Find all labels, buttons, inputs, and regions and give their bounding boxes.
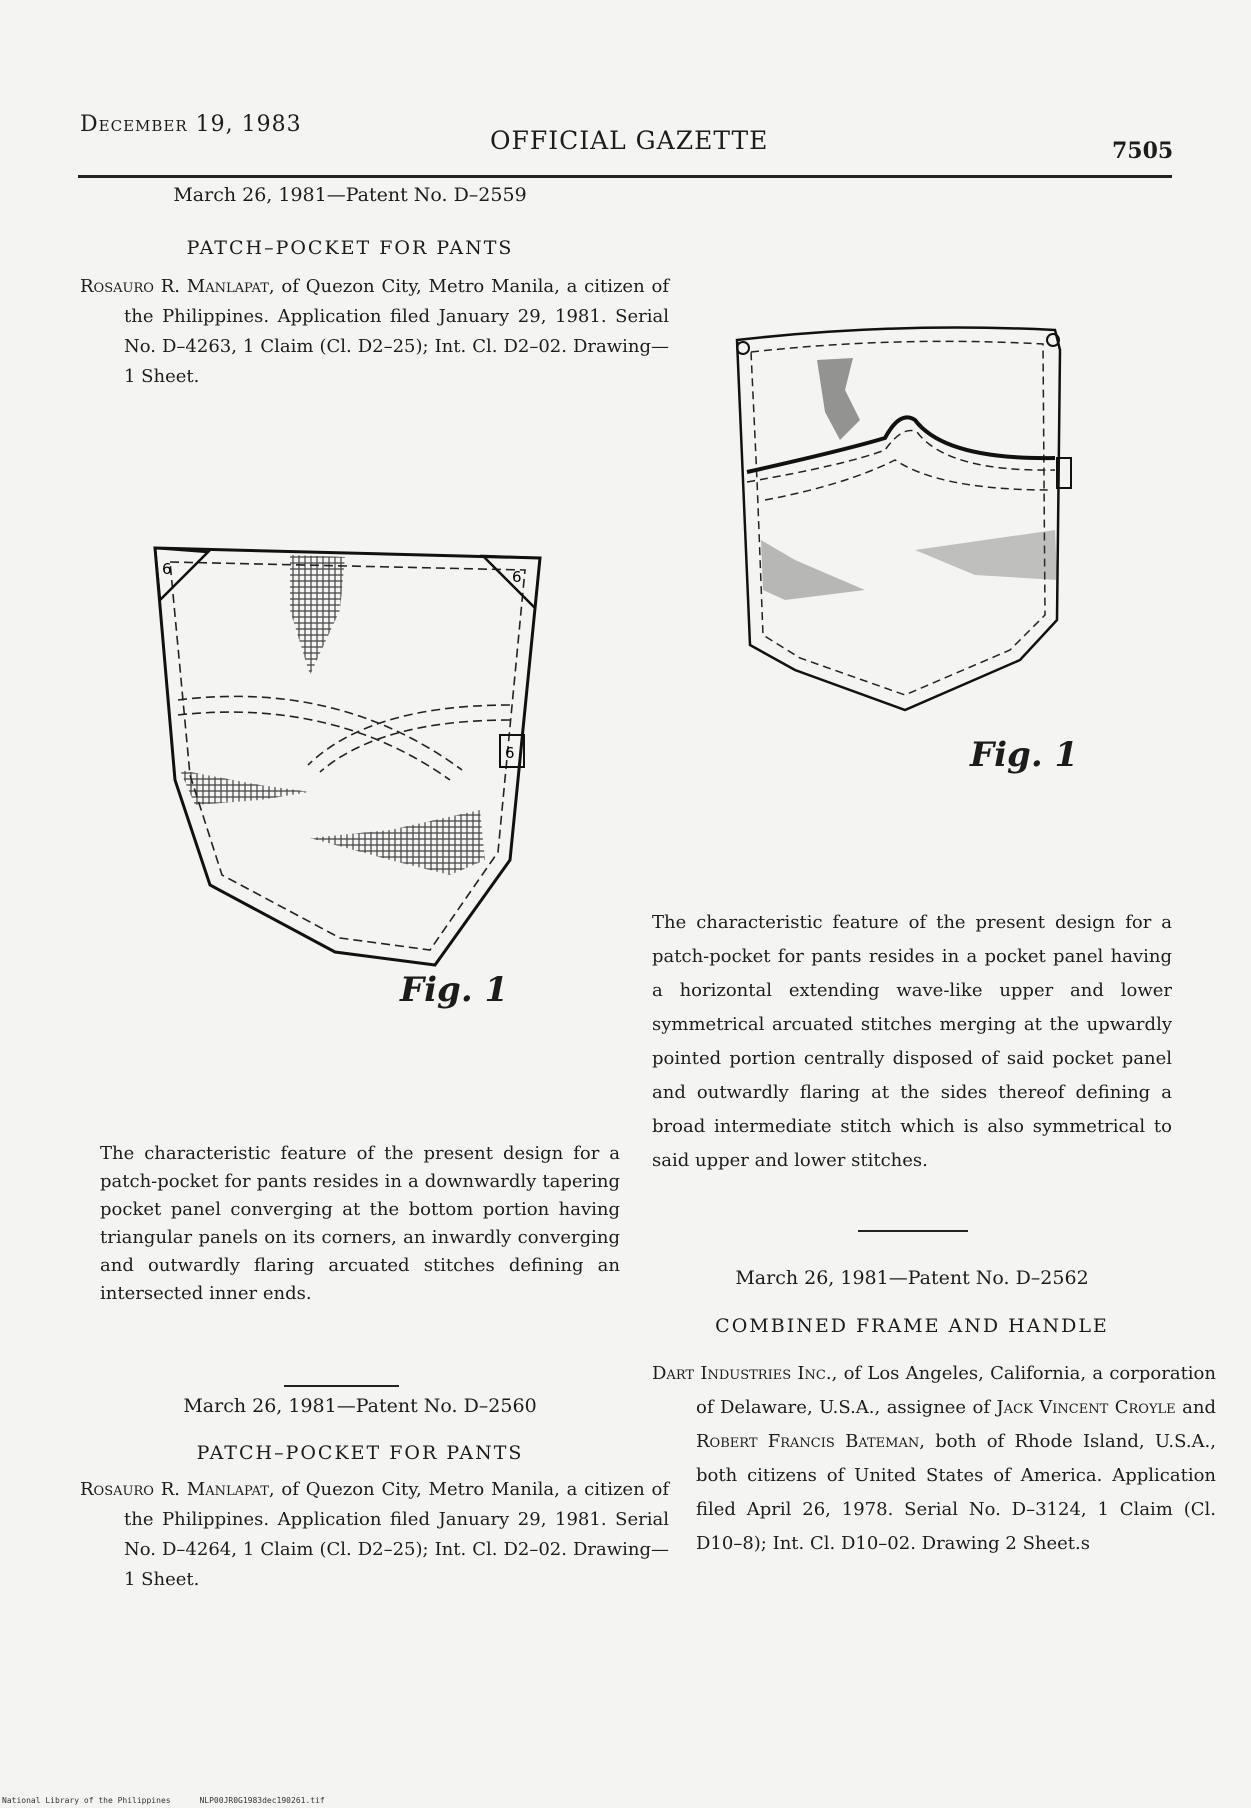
header-title: OFFICIAL GAZETTE — [490, 126, 769, 155]
patent-2-description: The characteristic feature of the present design for a patch-pocket for pants resides in a pocket panel having a horizontal extending wave-like upper and lower symmetrical arcuated stitches merging at the upwardly pointed portion centrally disposed of said pocket panel and outwardly flaring at the sides thereof defining a broad intermediate stitch which is also symmetrical to said upper and lower stitches. — [652, 912, 1172, 1171]
figure-1-pocket-drawing — [140, 530, 560, 1010]
patent-3-assignee: Dart Industries Inc. — [652, 1363, 832, 1384]
patent-3-inventor-a: Jack Vincent Croyle — [996, 1397, 1176, 1418]
patent-1-details — [80, 272, 669, 392]
header-date: December 19, 1983 — [80, 112, 302, 137]
patent-2-title: PATCH–POCKET FOR PANTS — [196, 1442, 524, 1464]
patent-2-date-line: March 26, 1981—Patent No. D–2560 — [183, 1395, 537, 1417]
corner-left-mark: 6 — [162, 560, 172, 578]
figure-1-label: Fig. 1 — [400, 970, 509, 1010]
footer-scan-info — [2, 1796, 325, 1805]
patent-2-body: , of Quezon City, Metro Manila, a citizen of the Philippines. Application filed January 29, 1981. Serial No. D–4264, 1 Claim (Cl. D2–25); Int. Cl. D2–02. Drawing— 1 Sheet. — [124, 1479, 669, 1590]
divider-right — [858, 1230, 968, 1232]
divider-left — [284, 1385, 399, 1387]
header-rule — [78, 175, 1172, 178]
side-tab-mark: 6 — [505, 744, 515, 762]
figure-2-label: Fig. 1 — [970, 735, 1079, 775]
patent-3-body-2: and — [1175, 1397, 1216, 1418]
patent-2-inventor: Rosauro R. Manlapat — [80, 1479, 269, 1500]
patent-3-body-3: , both of Rhode Island, U.S.A., both citizens of United States of America. Application filed April 26, 1978. Serial No. D–3124, 1 Claim (Cl. D10–8); Int. Cl. D10–02. Drawing 2 Sheet.s — [696, 1431, 1216, 1554]
patent-1-inventor: Rosauro R. Manlapat — [80, 276, 269, 297]
patent-3-inventor-b: Robert Francis Bateman — [696, 1431, 920, 1452]
corner-right-mark: 6 — [512, 568, 522, 586]
patent-3-date-line: March 26, 1981—Patent No. D–2562 — [735, 1267, 1089, 1289]
footer-file: NLP00JR0G1983dec190261.tif — [199, 1796, 325, 1805]
patent-3-title: COMBINED FRAME AND HANDLE — [715, 1315, 1109, 1337]
figure-2-pocket-drawing — [725, 300, 1085, 720]
patent-1-title: PATCH–POCKET FOR PANTS — [186, 237, 514, 259]
patent-1-body: , of Quezon City, Metro Manila, a citizen of the Philippines. Application filed January 29, 1981. Serial No. D–4263, 1 Claim (Cl. D2–25); Int. Cl. D2–02. Drawing— 1 Sheet. — [124, 276, 669, 387]
patent-1-description: The characteristic feature of the present design for a patch-pocket for pants resides in a downwardly tapering pocket panel converging at the bottom portion having triangular panels on its corners, an inwardly converging and outwardly flaring arcuated stitches defining an intersected inner ends. — [100, 1143, 620, 1304]
patent-2-details — [80, 1475, 669, 1595]
patent-3-details — [652, 1357, 1216, 1561]
footer-library: National Library of the Philippines — [2, 1796, 171, 1805]
header-page-number: 7505 — [1112, 138, 1174, 164]
patent-3-body-1: , of Los Angeles, California, a corporation of Delaware, U.S.A., assignee of — [696, 1363, 1216, 1418]
patent-1-date-line: March 26, 1981—Patent No. D–2559 — [173, 184, 527, 206]
